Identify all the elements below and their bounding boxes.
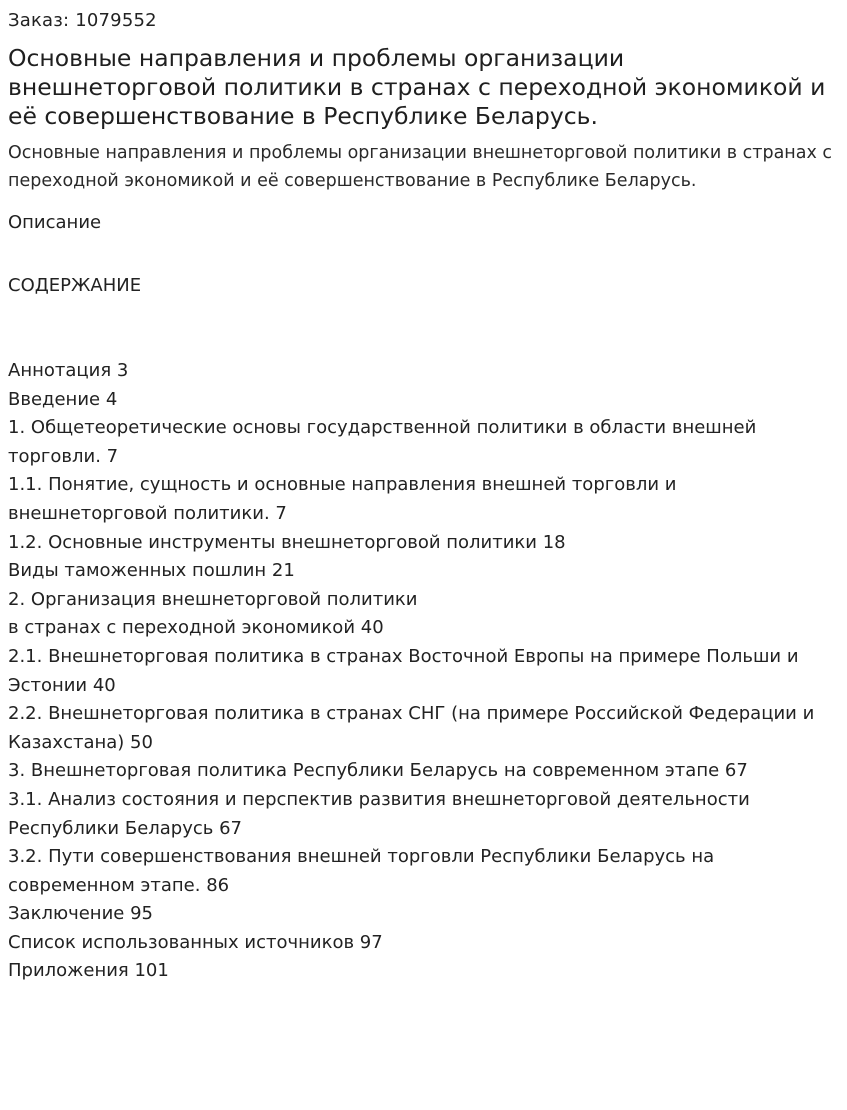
toc-item: Заключение 95 (8, 903, 153, 925)
toc-heading: СОДЕРЖАНИЕ (8, 275, 142, 296)
description-heading: Описание (8, 212, 102, 233)
toc-item: Приложения 101 (8, 960, 169, 982)
toc-item: 3.2. Пути совершенствования внешней торговли Республики Беларусь на современном этапе. 86 (8, 846, 715, 896)
toc-item: Аннотация 3 (8, 360, 129, 381)
toc-item: Виды таможенных пошлин 21 (8, 560, 295, 582)
toc-item: 1. Общетеоретические основы государственной политики в области внешней торговли. 7 (8, 417, 757, 467)
toc-item: 1.1. Понятие, сущность и основные направления внешней торговли и внешнеторговой политики. 7 (8, 474, 677, 524)
toc-item: 1.2. Основные инструменты внешнеторговой политики 18 (8, 531, 566, 553)
toc-item: 2. Организация внешнеторговой политики (8, 588, 418, 610)
toc-item: 3.1. Анализ состояния и перспектив развития внешнеторговой деятельности Республики Беларусь 67 (8, 788, 750, 839)
toc-item: Введение 4 (8, 388, 118, 410)
lead-paragraph: Основные направления и проблемы организации внешнеторговой политики в странах с переходной экономикой и её совершенствование в Республике Беларусь. (8, 143, 832, 191)
toc-item: Список использованных источников 97 (8, 931, 383, 953)
page-title: Основные направления и проблемы организации внешнеторговой политики в странах с переходной экономикой и её совершенствование в Республике Беларусь. (8, 44, 826, 130)
toc-item: 2.2. Внешнеторговая политика в странах СНГ (на примере Российской Федерации и Казахстана) 50 (8, 703, 815, 753)
toc-item: в странах с переходной экономикой 40 (8, 617, 384, 639)
table-of-contents (8, 357, 839, 986)
toc-item: 2.1. Внешнеторговая политика в странах Восточной Европы на примере Польши и Эстонии 40 (8, 645, 799, 696)
order-number: Заказ: 1079552 (8, 10, 157, 31)
toc-item: 3. Внешнеторговая политика Республики Беларусь на современном этапе 67 (8, 760, 748, 782)
